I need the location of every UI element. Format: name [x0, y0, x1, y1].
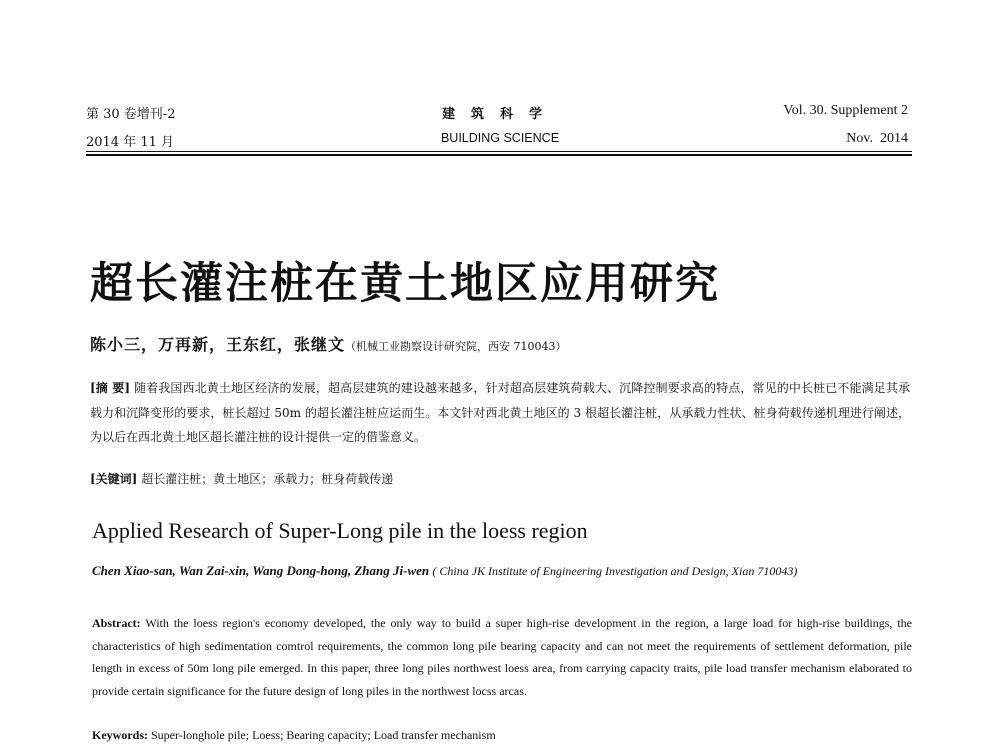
journal-title-en: BUILDING SCIENCE: [440, 131, 560, 145]
authors-cn: [90, 332, 567, 355]
abstract-label-en: Abstract:: [92, 616, 141, 630]
header-date-cn: 2014 年 11 月: [86, 135, 175, 150]
author-affiliation-en: ( China JK Institute of Engineering Investigation and Design, Xian 710043): [432, 564, 798, 578]
keywords-text-en: Super-longhole pile; Loess; Bearing capacity; Load transfer mechanism: [151, 728, 496, 742]
header-rule-top: [86, 151, 912, 152]
paper-title-cn: 超长灌注桩在黄土地区应用研究: [90, 259, 720, 309]
abstract-text-en: With the loess region's economy developed, the only way to build a super high-rise development in the region, a large load for high-rise buildings, the characteristics of high sedimentation comtrol requirements, the common long pile bearing capacity and can not meet the requirements of settlement deformation, pile length in excess of 50m long pile emerged. In this paper, three long piles northwest loess area, from carrying capacity traits, pile load transfer mechanism elaborated to provide certain significance for the future design of long piles in the northwest locss arcas.: [92, 616, 912, 698]
abstract-en: [92, 612, 912, 702]
keywords-text-cn: 超长灌注桩；黄土地区；承载力；桩身荷载传递: [141, 472, 394, 486]
header-volume-en: Vol. 30. Supplement 2: [783, 103, 908, 118]
keywords-label-cn: [关键词]: [90, 472, 138, 486]
author-names-cn: 陈小三，万再新，王东红，张继文: [90, 335, 346, 354]
journal-title-cn: 建筑科学: [441, 107, 558, 122]
abstract-cn: [90, 376, 910, 450]
keywords-en: [92, 728, 496, 743]
header-volume-cn: 第 30 卷增刊-2: [86, 107, 176, 122]
author-affiliation-cn: （机械工业勘察设计研究院，西安 710043）: [345, 340, 567, 353]
author-names-en: Chen Xiao-san, Wan Zai-xin, Wang Dong-hong, Zhang Ji-wen: [92, 563, 430, 578]
authors-en: [92, 560, 912, 582]
header-date-en: Nov. 2014: [846, 131, 908, 146]
keywords-cn: [90, 470, 393, 487]
paper-title-en: Applied Research of Super-Long pile in the loess region: [92, 518, 588, 543]
header-rule-bottom: [86, 154, 912, 156]
abstract-text-cn: 随着我国西北黄土地区经济的发展，超高层建筑的建设越来越多，针对超高层建筑荷载大、沉降控制要求高的特点，常见的中长桩已不能满足其承载力和沉降变形的要求，桩长超过 50m 的超长灌注桩应运而生。本文针对西北黄土地区的 3 根超长灌注桩，从承载力性状、桩身荷载传递机理进行阐述，为以后在西北黄土地区超长灌注桩的设计提供一定的借鉴意义。: [90, 381, 910, 444]
abstract-label-cn: [摘 要]: [90, 381, 131, 395]
keywords-label-en: Keywords:: [92, 728, 148, 742]
